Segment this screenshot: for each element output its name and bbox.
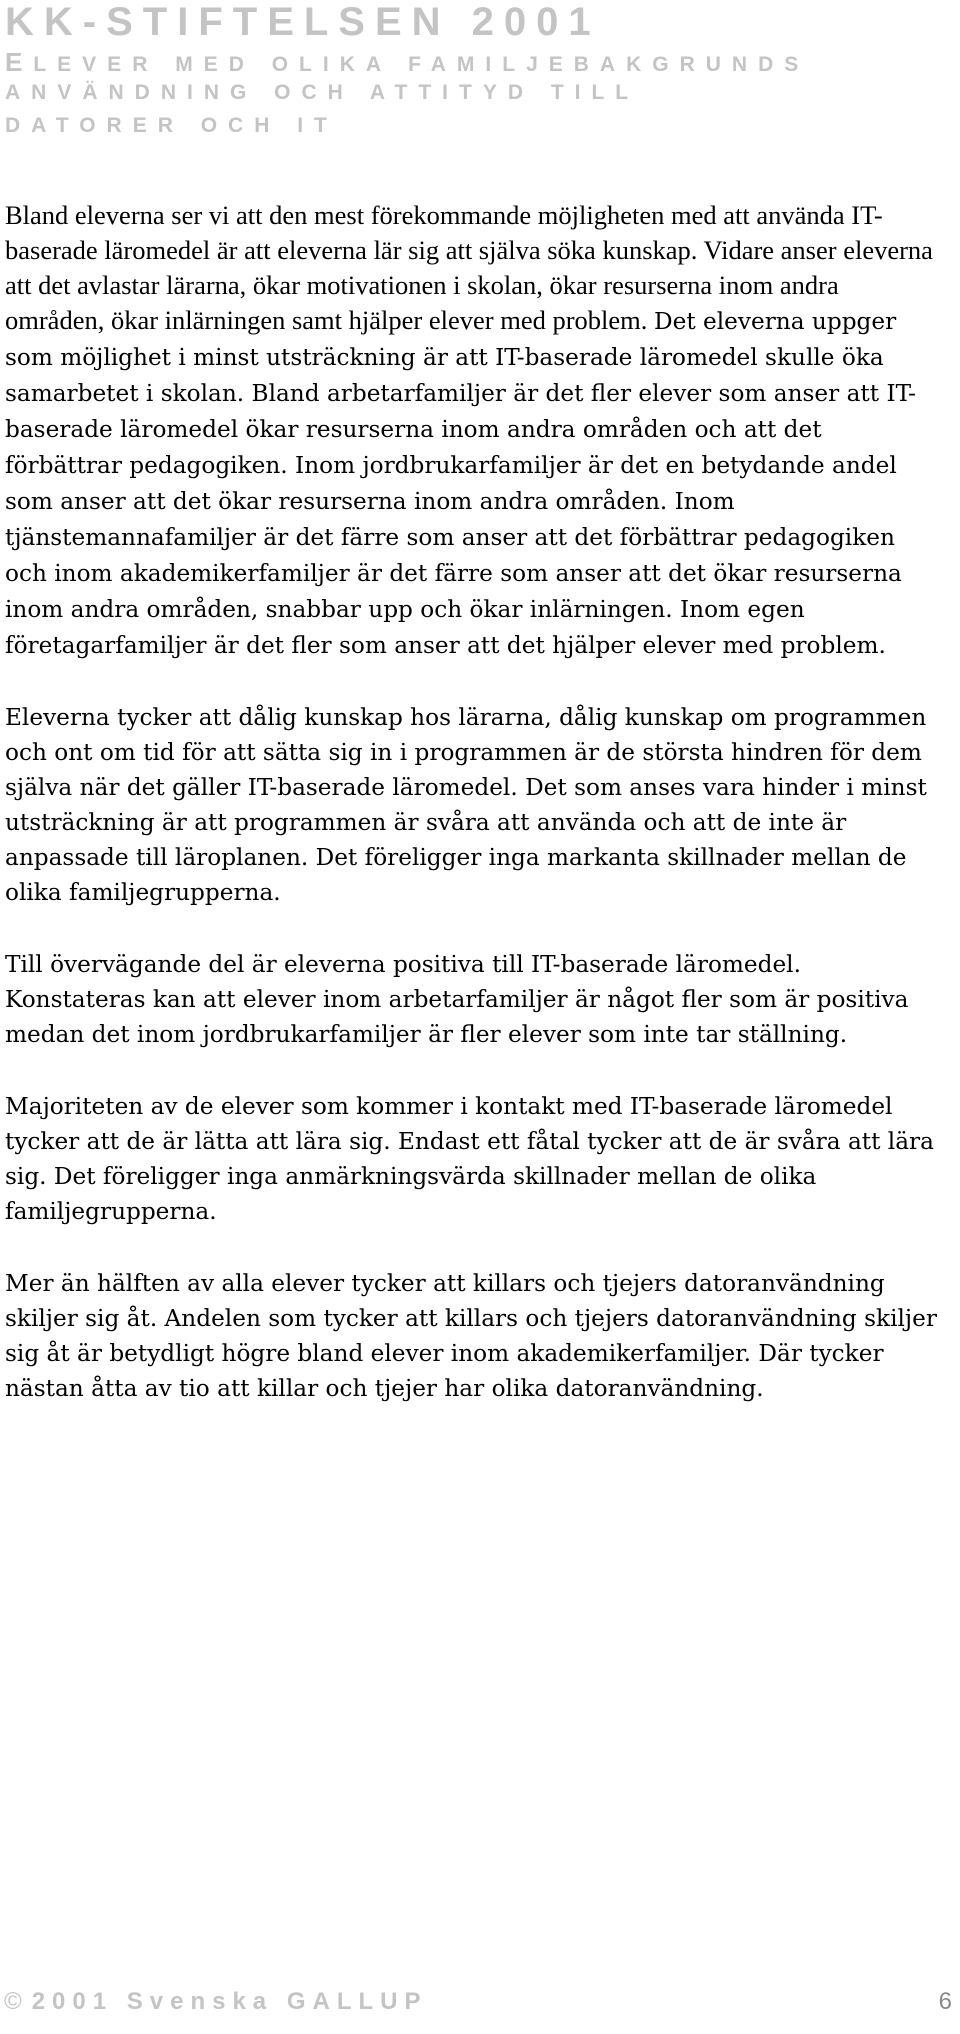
header-subtitle-line-2: ANVÄNDNING OCH ATTITYD TILL	[5, 81, 640, 104]
paragraph-5: Mer än hälften av alla elever tycker att killars och tjejers datoranvändning skiljer sig åt. Andelen som tycker att killars och tjejers datoranvändning skiljer sig åt är betydligt högre bland elever inom akademikerfamiljer. Där tycker nästan åtta av tio att killar och tjejer har olika datoranvändning.	[5, 1270, 937, 1402]
page-number: 6	[938, 1988, 952, 2015]
paragraph-1-rest: Det eleverna uppger som möjlighet i minst utsträckning är att IT-baserade läromedel skulle öka samarbetet i skolan. Bland arbetarfamiljer är det fler elever som anser att IT-baserade läromedel ökar resurserna inom andra områden och att det förbättrar pedagogiken. Inom jordbrukarfamiljer är det en betydande andel som anser att det ökar resurserna inom andra områden. Inom tjänstemannafamiljer är det färre som anser att det förbättrar pedagogiken och inom akademikerfamiljer är det färre som anser att det ökar resurserna inom andra områden, snabbar upp och ökar inlärningen. Inom egen företagarfamiljer är det fler som anser att det hjälper elever med problem.	[5, 308, 916, 659]
paragraph-1-lead: Bland eleverna ser vi att den mest förekommande möjligheten med att använda IT-baserade läromedel är att eleverna lär sig att själva söka kunskap. Vidare anser eleverna att det avlastar lärarna, ökar motivationen i skolan, ökar resurserna inom andra områden, ökar inlärningen samt hjälper elever med problem.	[5, 200, 933, 335]
paragraph-1	[5, 198, 940, 663]
header-subtitle-line-1-rest: LEVER MED OLIKA FAMILJEBAKGRUNDS	[33, 53, 810, 76]
footer-copyright	[4, 1988, 427, 2016]
header-subtitle-line-1	[5, 49, 809, 75]
header-title: KK-STIFTELSEN 2001	[5, 0, 601, 44]
header-subtitle-initial: E	[5, 47, 34, 77]
footer-text: 2001 Svenska GALLUP	[31, 1988, 428, 2015]
paragraph-3: Till övervägande del är eleverna positiva till IT-baserade läromedel. Konstateras kan att elever inom arbetarfamiljer är något fler som är positiva medan det inom jordbrukarfamiljer är fler elever som inte tar ställning.	[5, 951, 909, 1048]
paragraph-4: Majoriteten av de elever som kommer i kontakt med IT-baserade läromedel tycker att de är lätta att lära sig. Endast ett fåtal tycker att de är svåra att lära sig. Det föreligger inga anmärkningsvärda skillnader mellan de olika familjegrupperna.	[5, 1093, 934, 1225]
document-body	[5, 198, 940, 1443]
copyright-icon: ©	[4, 1988, 22, 2015]
page-footer	[0, 1988, 960, 2028]
header-subtitle-line-3: DATORER OCH IT	[5, 114, 338, 137]
paragraph-2: Eleverna tycker att dålig kunskap hos lärarna, dålig kunskap om programmen och ont om tid för att sätta sig in i programmen är de största hindren för dem själva när det gäller IT-baserade läromedel. Det som anses vara hinder i minst utsträckning är att programmen är svåra att använda och att de inte är anpassade till läroplanen. Det föreligger inga markanta skillnader mellan de olika familjegrupperna.	[5, 704, 927, 906]
